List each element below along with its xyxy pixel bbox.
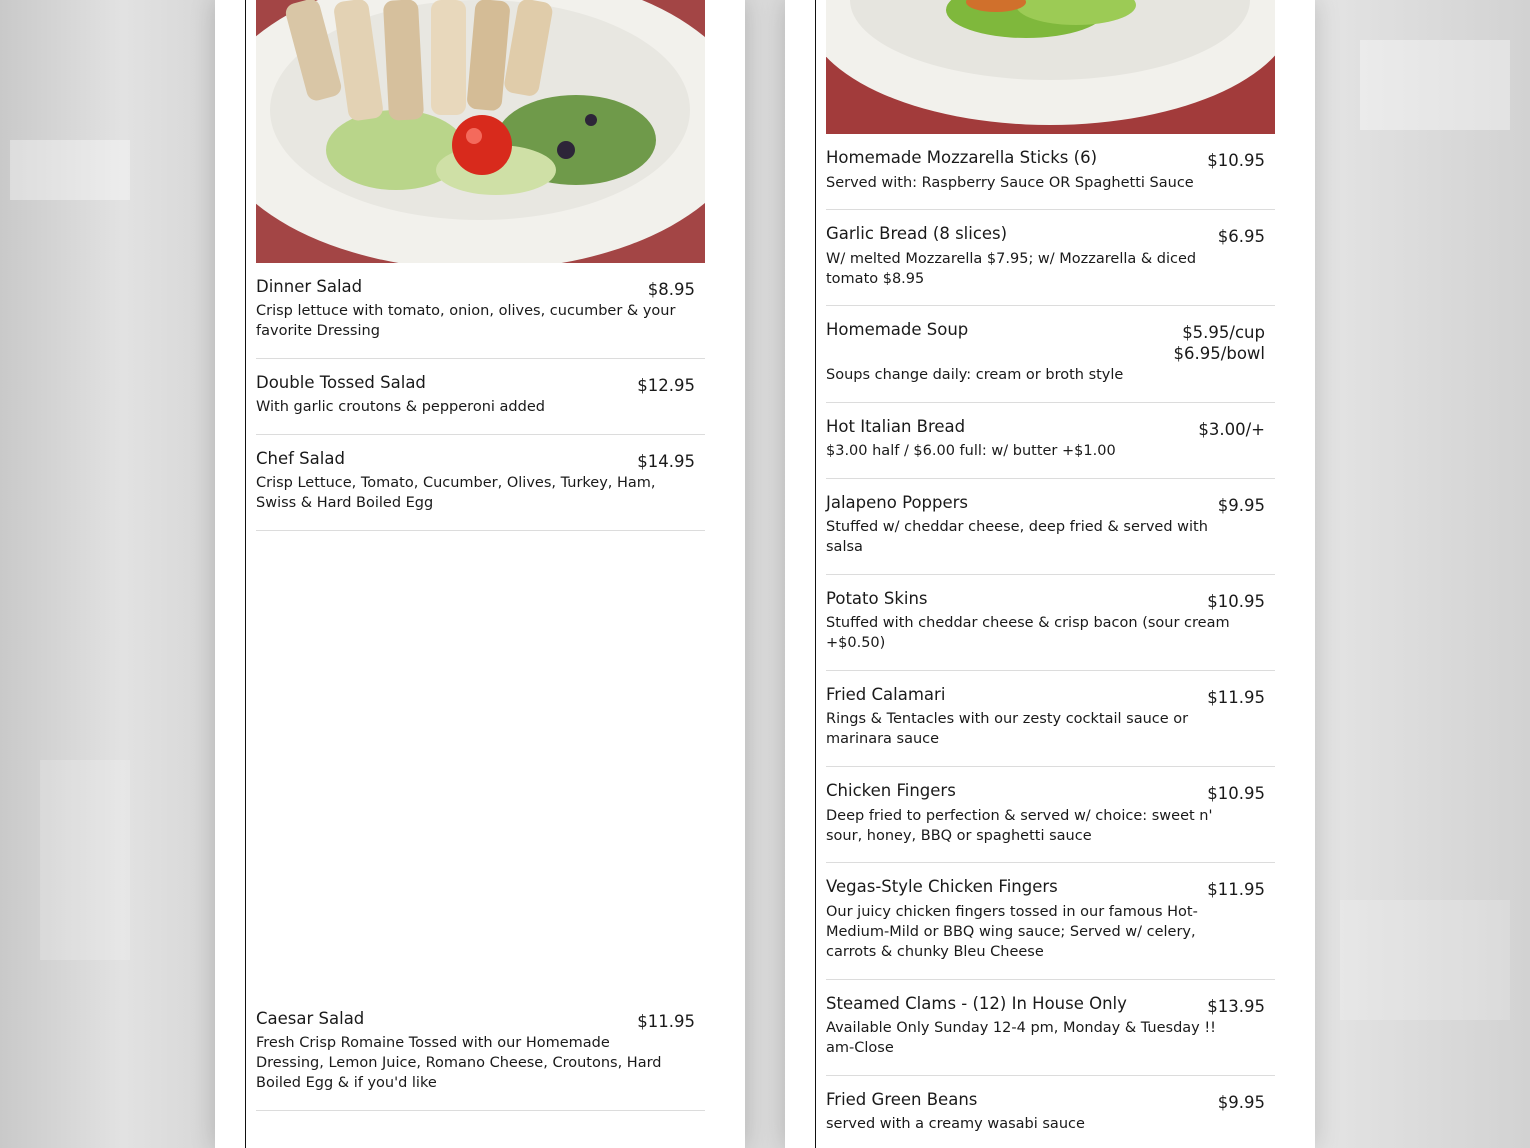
menu-item-description: $3.00 half / $6.00 full: w/ butter +$1.00 — [826, 443, 1116, 459]
menu-item-description: Deep fried to perfection & served w/ choice: sweet n' sour, honey, BBQ or spaghetti sauce — [826, 808, 1213, 844]
menu-item[interactable] — [826, 780, 1275, 863]
menu-item-price: $9.95 — [1217, 1093, 1265, 1112]
menu-item-price: $6.95 — [1217, 227, 1265, 246]
menu-item-description: Our juicy chicken fingers tossed in our famous Hot-Medium-Mild or BBQ wing sauce; Served w/ celery, carrots & chunky Bleu Cheese — [826, 904, 1198, 960]
menu-item-name: Dinner Salad — [256, 277, 363, 296]
menu-item-name: Fried Calamari — [826, 685, 946, 704]
panel-right-rule — [815, 0, 816, 1148]
menu-item-description: Served with: Raspberry Sauce OR Spaghetti Sauce — [826, 175, 1194, 191]
menu-item-price: $10.95 — [1207, 592, 1265, 611]
menu-item-price: $3.00/+ — [1198, 420, 1265, 439]
menu-item[interactable] — [826, 319, 1275, 403]
salads-menu-panel — [215, 0, 745, 1148]
menu-item-description: Crisp Lettuce, Tomato, Cucumber, Olives, Turkey, Ham, Swiss & Hard Boiled Egg — [256, 475, 656, 511]
menu-item-name: Steamed Clams - (12) In House Only — [826, 994, 1127, 1013]
menu-item-name: Chef Salad — [256, 449, 345, 468]
menu-item-price: $11.95 — [637, 1012, 695, 1031]
menu-item[interactable] — [826, 993, 1275, 1076]
menu-item[interactable] — [256, 1008, 705, 1111]
menu-item-description: Stuffed w/ cheddar cheese, deep fried & served with salsa — [826, 519, 1208, 555]
menu-item-description: Fresh Crisp Romaine Tossed with our Homemade Dressing, Lemon Juice, Romano Cheese, Croutons, Hard Boiled Egg & if you'd like — [256, 1035, 662, 1091]
menu-item[interactable] — [826, 223, 1275, 306]
menu-item-price: $12.95 — [637, 376, 695, 395]
menu-item-name: Potato Skins — [826, 589, 928, 608]
menu-item-description: served with a creamy wasabi sauce — [826, 1116, 1085, 1132]
menu-item[interactable] — [826, 1089, 1275, 1148]
menu-item-description: Crisp lettuce with tomato, onion, olives, cucumber & your favorite Dressing — [256, 303, 676, 339]
menu-item-description: Soups change daily: cream or broth style — [826, 367, 1124, 383]
menu-item[interactable] — [256, 276, 705, 359]
menu-item-price: $11.95 — [1207, 880, 1265, 899]
menu-item-price: $5.95/cup — [1182, 323, 1265, 342]
menu-item-description: Available Only Sunday 12-4 pm, Monday & Tuesday !! am-Close — [826, 1020, 1216, 1056]
menu-item-price: $10.95 — [1207, 784, 1265, 803]
menu-item[interactable] — [826, 684, 1275, 767]
menu-item-price: $13.95 — [1207, 997, 1265, 1016]
menu-item-name: Garlic Bread (8 slices) — [826, 224, 1008, 243]
appetizer-plate-photo — [826, 0, 1275, 134]
menu-item-description: Rings & Tentacles with our zesty cocktail sauce or marinara sauce — [826, 711, 1189, 747]
menu-item[interactable] — [826, 492, 1275, 575]
panel-left-rule — [245, 0, 246, 1148]
menu-item-name: Chicken Fingers — [826, 781, 956, 800]
menu-item[interactable] — [256, 372, 705, 435]
menu-item-name: Hot Italian Bread — [826, 417, 966, 436]
menu-item-description: With garlic croutons & pepperoni added — [256, 399, 545, 415]
menu-item-price: $8.95 — [647, 280, 695, 299]
menu-item-name: Caesar Salad — [256, 1009, 365, 1028]
menu-item-price: $10.95 — [1207, 151, 1265, 170]
menu-item-name: Vegas-Style Chicken Fingers — [826, 877, 1058, 896]
chicken-salad-photo — [256, 0, 705, 263]
menu-item[interactable] — [826, 876, 1275, 980]
menu-item[interactable] — [826, 588, 1275, 671]
menu-item-price: $9.95 — [1217, 496, 1265, 515]
menu-item[interactable] — [826, 416, 1275, 479]
menu-item-name: Jalapeno Poppers — [826, 493, 969, 512]
menu-item-price: $11.95 — [1207, 688, 1265, 707]
menu-item-name: Homemade Soup — [826, 320, 969, 339]
menu-item-description: W/ melted Mozzarella $7.95; w/ Mozzarella & diced tomato $8.95 — [826, 251, 1197, 287]
menu-item-name: Fried Green Beans — [826, 1090, 978, 1109]
menu-item[interactable] — [826, 147, 1275, 210]
menu-item-description: Stuffed with cheddar cheese & crisp bacon (sour cream +$0.50) — [826, 615, 1230, 651]
menu-item-name: Homemade Mozzarella Sticks (6) — [826, 148, 1098, 167]
menu-item-name: Double Tossed Salad — [256, 373, 426, 392]
appetizers-menu-panel — [785, 0, 1315, 1148]
menu-item-price: $14.95 — [637, 452, 695, 471]
menu-item-price-secondary: $6.95/bowl — [1173, 344, 1265, 363]
menu-item[interactable] — [256, 448, 705, 531]
